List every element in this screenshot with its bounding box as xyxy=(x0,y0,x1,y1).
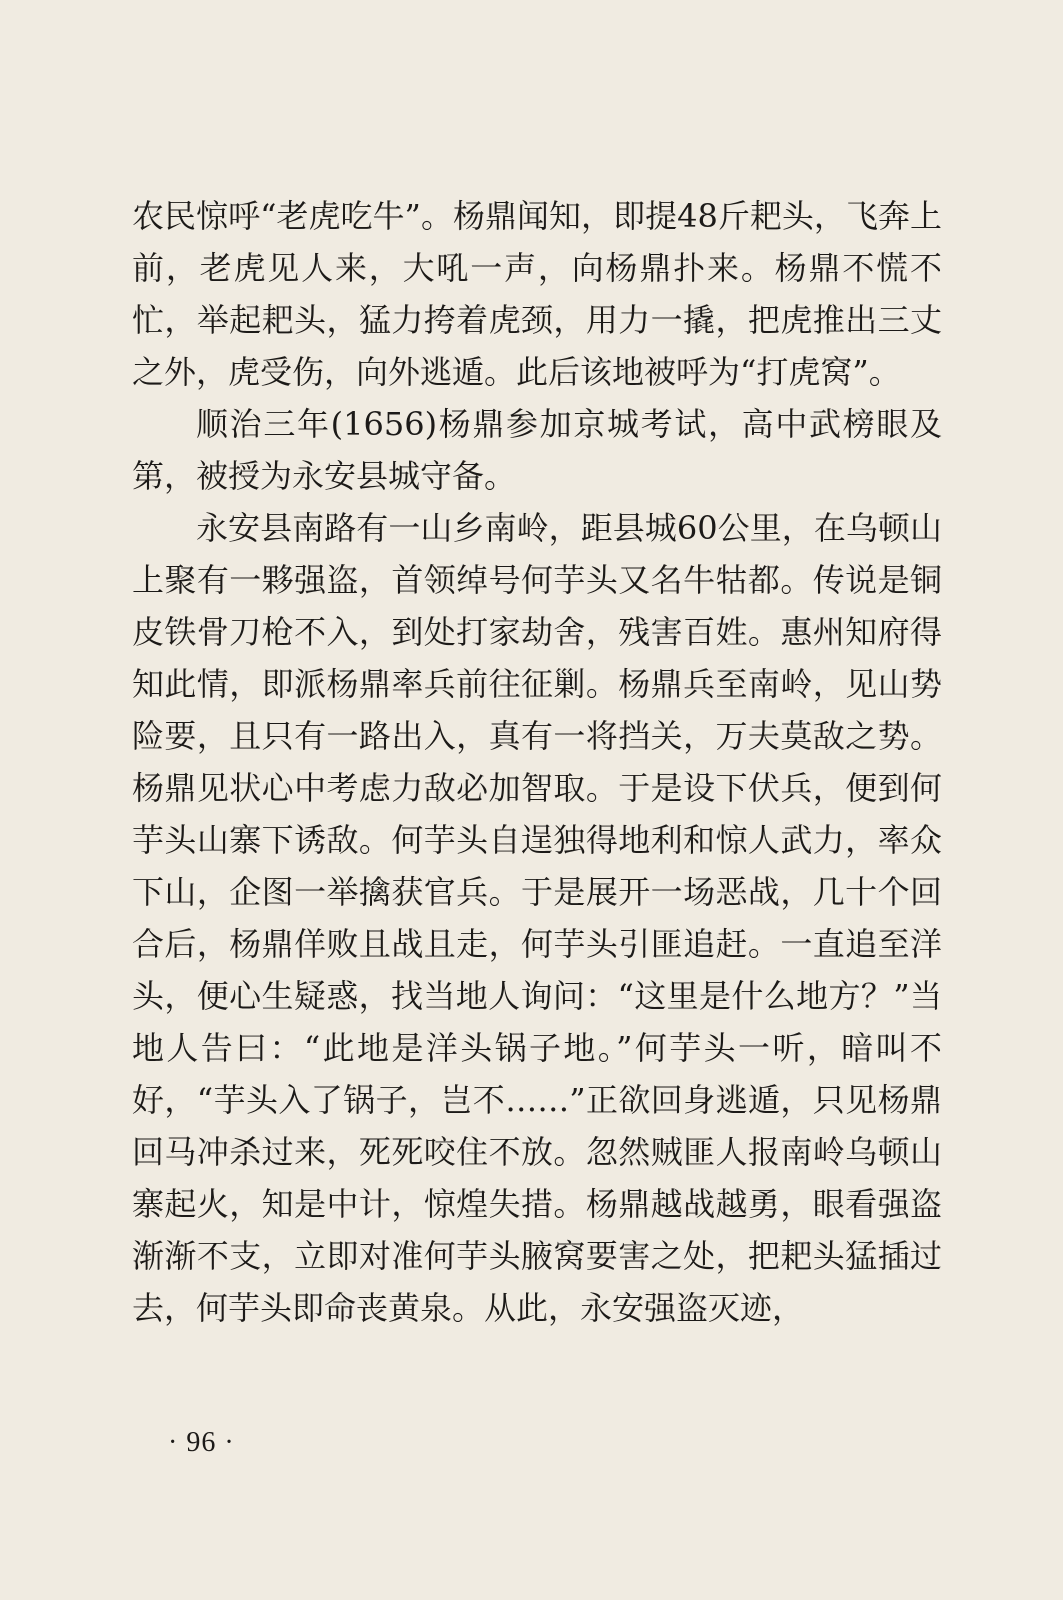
paragraph-bandit: 永安县南路有一山乡南岭，距县城60公里，在乌顿山上聚有一夥强盗，首领绰号何芋头又名牛牯都。传说是铜皮铁骨刀枪不入，到处打家劫舍，残害百姓。惠州知府得知此情，即派杨鼎率兵前往征剿。杨鼎兵至南岭，见山势险要，且只有一路出入，真有一将挡关，万夫莫敌之势。杨鼎见状心中考虑力敌必加智取。于是设下伏兵，便到何芋头山寨下诱敌。何芋头自逞独得地利和惊人武力，率众下山，企图一举擒获官兵。于是展开一场恶战，几十个回合后，杨鼎佯败且战且走，何芋头引匪追赶。一直追至洋头，便心生疑惑，找当地人询问：“这里是什么地方？”当地人告曰：“此地是洋头锅子地。”何芋头一听，暗叫不好，“芋头入了锅子，岂不……”正欲回身逃遁，只见杨鼎回马冲杀过来，死死咬住不放。忽然贼匪人报南岭乌顿山寨起火，知是中计，惊煌失措。杨鼎越战越勇，眼看强盗渐渐不支，立即对准何芋头腋窝要害之处，把耙头猛插过去，何芋头即命丧黄泉。从此，永安强盗灭迹， xyxy=(132,509,942,1327)
paragraph-exam: 顺治三年(1656)杨鼎参加京城考试，高中武榜眼及第，被授为永安县城守备。 xyxy=(132,405,942,495)
paragraph-tiger: 农民惊呼“老虎吃牛”。杨鼎闻知，即提48斤耙头，飞奔上前，老虎见人来，大吼一声，向杨鼎扑来。杨鼎不慌不忙，举起耙头，猛力挎着虎颈，用力一撬，把虎推出三丈之外，虎受伤，向外逃遁。此后该地被呼为“打虎窝”。 xyxy=(132,197,942,391)
page-number: · 96 · xyxy=(168,1427,235,1458)
body-text xyxy=(132,190,942,1334)
